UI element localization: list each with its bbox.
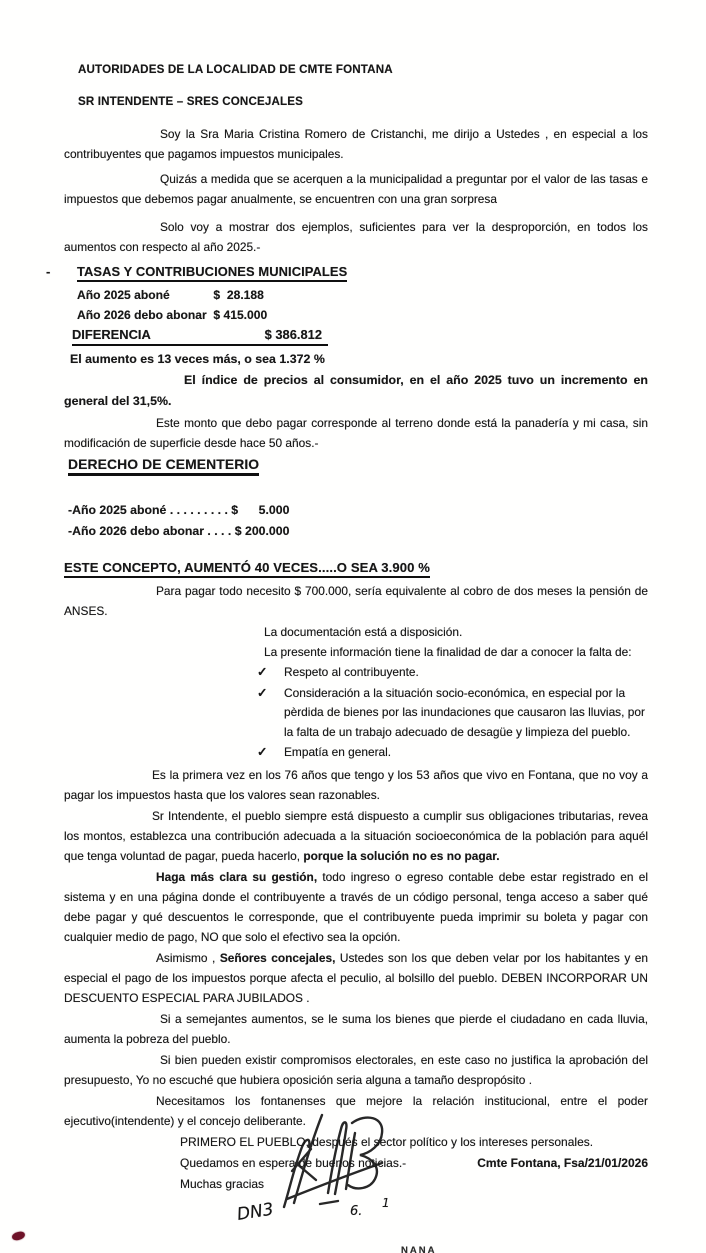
recipient-line-2: SR INTENDENTE – SRES CONCEJALES (78, 95, 303, 108)
body-paragraph-1: Es la primera vez en los 76 años que tengo y los 53 años que vivo en Fontana, que no voy a pagar los impuestos hasta que los valores sean razonables. (64, 767, 648, 802)
tasas-line-2025: Año 2025 aboné $ 28.188 (77, 288, 264, 302)
section-tasas-heading (46, 263, 648, 282)
check-item-text: Respeto al contribuyente. (284, 665, 419, 679)
letter-content (46, 62, 649, 1195)
body-paragraph-5: Si a semejantes aumentos, se le suma los bienes que pierde el ciudadano en cada lluvia, aumenta la pobreza del pueblo. (64, 1011, 648, 1046)
diferencia-value: $ 386.812 (264, 327, 322, 342)
section-cementerio-heading (64, 456, 648, 476)
signature-scribble (232, 1103, 427, 1228)
info-line-2: La presente información tiene la finalidad de dar a conocer la falta de: (264, 645, 632, 659)
body-paragraph-6: Si bien pueden existir compromisos electorales, en este caso no justifica la aprobación del presupuesto, Yo no escuché que hubiera oposición seria alguna a tamaño despropósito . (64, 1052, 648, 1087)
checkmark-icon: ✓ (257, 685, 268, 700)
body-paragraph-4 (64, 948, 648, 1008)
checkmark-icon: ✓ (257, 665, 268, 679)
intro-paragraph-1: Soy la Sra Maria Cristina Romero de Cristanchi, me dirijo a Ustedes , en especial a los contribuyentes que pagamos impuestos municipales. (64, 127, 648, 161)
check-item (257, 743, 648, 763)
body-paragraph-3 (64, 867, 648, 947)
concepto-title: ESTE CONCEPTO, AUMENTÓ 40 VECES.....O SEA 3.900 % (64, 560, 430, 578)
ipc-paragraph: El índice de precios al consumidor, en el año 2025 tuvo un incremento en general del 31,5%. (64, 373, 648, 408)
body-p4-post: Ustedes son los que deben velar por los habitantes y en especial el pago de los impuestos porque afecta el peculio, al bolsillo del pueblo. DEBEN INCORPORAR UN DESCUENTO ESPECIAL PARA JUBILADOS . (64, 950, 649, 1005)
nota-terreno-paragraph: Este monto que debo pagar corresponde al terreno donde está la panadería y mi casa, sin modificación de superficie desde hace 50 años.- (64, 416, 648, 450)
check-item (257, 663, 648, 683)
cementerio-line-2025: -Año 2025 aboné . . . . . . . . . $ 5.000 (68, 503, 290, 517)
cementerio-title: DERECHO DE CEMENTERIO (68, 456, 259, 476)
closing-line-2: Quedamos en espera de buenos noticias.- (180, 1155, 407, 1170)
dash-bullet: - (46, 264, 51, 279)
body-paragraph-2 (64, 806, 648, 866)
body-p3-normal: todo ingreso o egreso contable debe estar registrado en el sistema y en una página donde el contribuyente a través de un código personal, tenga acceso a saber qué debe pagar y qué descuentos le corresponde, que el contribuyente pueda imprimir su boleta y pagar con cualquier medio de pago, NO que solo el efectivo sea la opción. (64, 869, 648, 944)
diferencia-label: DIFERENCIA (72, 327, 151, 342)
para-pagar-paragraph: Para pagar todo necesito $ 700.000, sería equivalente al cobro de dos meses la pensión de ANSES. (64, 584, 648, 618)
body-p4-pre: Asimismo , (156, 950, 220, 965)
handwriting-dn3: DN3 (235, 1199, 275, 1225)
bottom-cut-text-fragment: NANA (401, 1245, 437, 1253)
cementerio-line-2026: -Año 2026 debo abonar . . . . $ 200.000 (68, 524, 290, 538)
intro-paragraph-3: Solo voy a mostrar dos ejemplos, suficientes para ver la desproporción, en todos los aumentos con respecto al año 2025.- (64, 220, 648, 254)
body-p2-normal: Sr Intendente, el pueblo siempre está dispuesto a cumplir sus obligaciones tributarias, revea los montos, establezca una contribución adecuada a la situación socioeconómica de la población para aquél que tenga voluntad de pagar, pueda hacerlo, (64, 808, 648, 863)
aumento-line: El aumento es 13 veces más, o sea 1.372 % (70, 352, 325, 366)
info-line-1: La documentación está a disposición. (264, 625, 463, 639)
tasas-line-2026: Año 2026 debo abonar $ 415.000 (77, 308, 268, 322)
closing-line-1: PRIMERO EL PUEBLO, después el sector político y los intereses personales. (180, 1134, 594, 1149)
body-p2-bold: porque la solución no es no pagar. (303, 848, 500, 863)
section-concepto-heading (64, 559, 648, 578)
checkmark-icon: ✓ (257, 745, 268, 759)
handwriting-6: 6. (350, 1204, 363, 1219)
body-p4-bold: Señores concejales, (219, 950, 336, 965)
check-item-text: Empatía en general. (284, 745, 392, 759)
body-p3-bold: Haga más clara su gestión, (156, 869, 318, 884)
body-paragraph-7: Necesitamos los fontanenses que mejore la relación institucional, entre el poder ejecutivo(intendente) y el concejo deliberante. (64, 1093, 648, 1128)
date-place-line: Cmte Fontana, Fsa/21/01/2026 (477, 1155, 648, 1170)
recipient-line-1: AUTORIDADES DE LA LOCALIDAD DE CMTE FONTANA (78, 63, 393, 76)
check-item-text: Consideración a la situación socio-económica, en especial por la pèrdida de bienes por las inundaciones que causaron las lluvias, por la falta de un trabajo adecuado de desagüe y limpieza del pueblo. (284, 685, 645, 739)
closing-line-3: Muchas gracias (180, 1176, 265, 1191)
red-ink-mark (11, 1231, 25, 1242)
handwriting-1: 1 (382, 1196, 390, 1210)
diferencia-row (64, 326, 648, 346)
intro-paragraph-2: Quizás a medida que se acerquen a la municipalidad a preguntar por el valor de las tasas e impuestos que debemos pagar anualmente, se encuentren con una gran sorpresa (64, 172, 648, 206)
check-item (257, 684, 648, 743)
info-block (264, 622, 648, 662)
tasas-title: TASAS Y CONTRIBUCIONES MUNICIPALES (77, 264, 347, 282)
check-list (257, 663, 648, 763)
